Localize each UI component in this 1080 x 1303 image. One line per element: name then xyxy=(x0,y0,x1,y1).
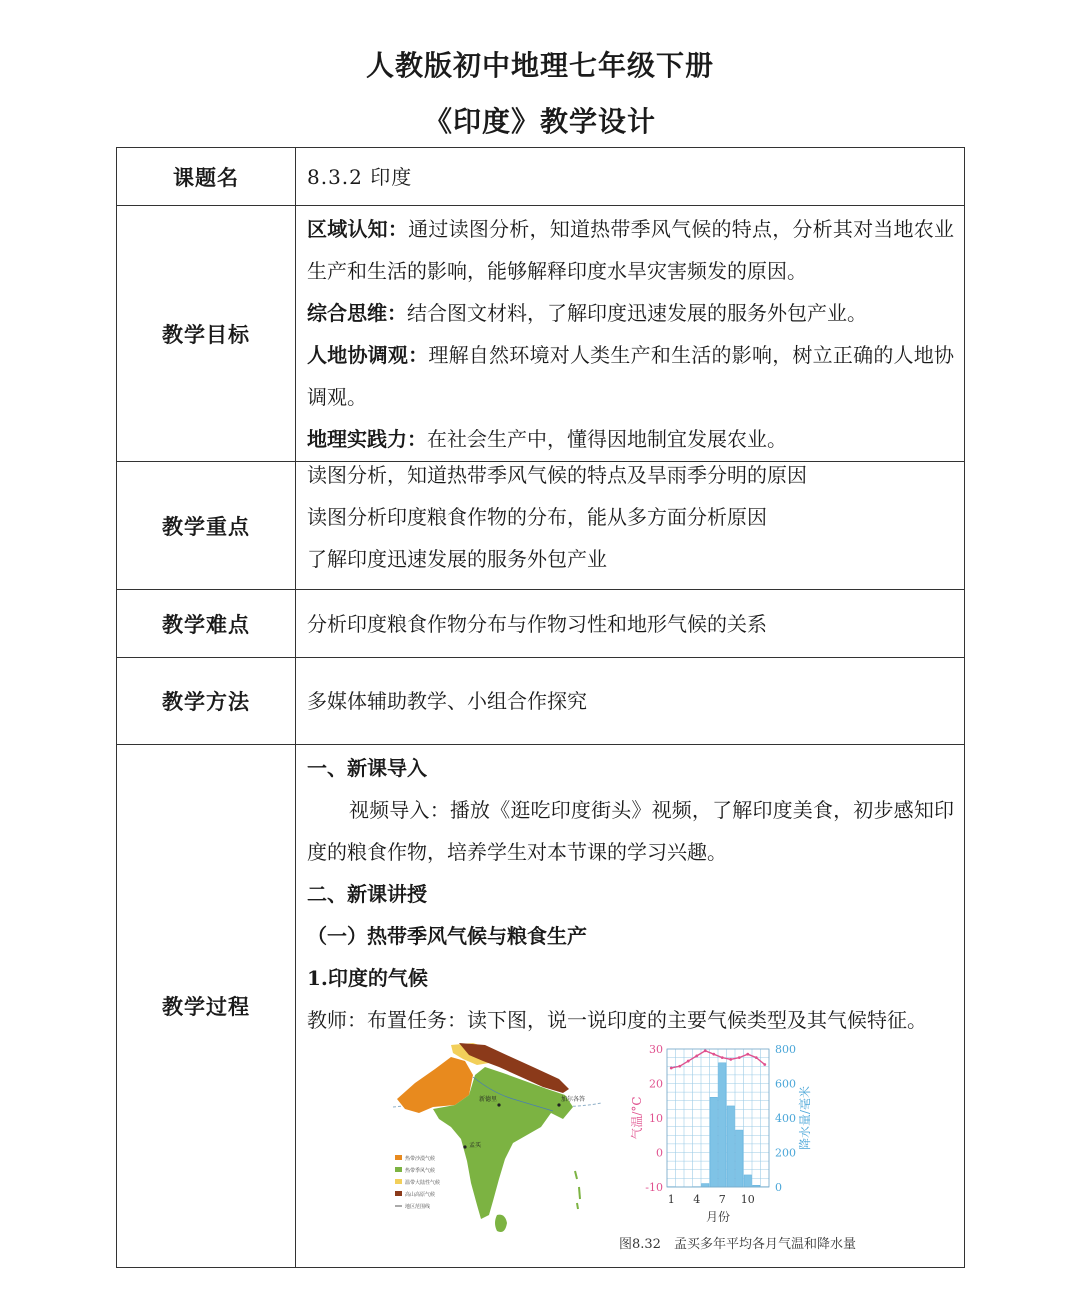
document-title: 人教版初中地理七年级下册 xyxy=(365,49,714,82)
map-islands xyxy=(575,1171,580,1209)
chart-point-temperature xyxy=(729,1058,732,1061)
chart-ylabel-left: 气温/°C xyxy=(630,1096,644,1140)
chart-tick-right: 800 xyxy=(775,1043,796,1056)
goal-text: 结合图文材料，了解印度迅速发展的服务外包产业。 xyxy=(407,300,867,325)
legend-swatch-monsoon xyxy=(395,1167,402,1172)
document-subtitle: 《印度》教学设计 xyxy=(423,105,656,138)
india-climate-map xyxy=(393,1043,603,1255)
legend-text: 热带沙漠气候 xyxy=(405,1156,436,1162)
row-process xyxy=(117,745,965,1268)
section-heading: 二、新课讲授 xyxy=(307,882,427,906)
row-key-points xyxy=(117,462,965,590)
chart-point-temperature xyxy=(670,1067,673,1070)
topic-value: 8.3.2 印度 xyxy=(307,164,413,189)
row-goals xyxy=(117,206,965,462)
goal-item xyxy=(307,208,954,292)
chart-tick-right: 400 xyxy=(775,1112,796,1125)
chart-point-temperature xyxy=(755,1056,758,1059)
chart-tick-left: 10 xyxy=(649,1112,663,1125)
chart-point-temperature xyxy=(738,1056,741,1059)
map-city-dot xyxy=(497,1103,500,1106)
chart-point-temperature xyxy=(712,1053,715,1056)
goal-text: 在社会生产中，懂得因地制宜发展农业。 xyxy=(427,426,787,451)
process-label: 教学过程 xyxy=(117,745,296,1268)
chart-tick-right: 0 xyxy=(775,1181,782,1194)
chart-xlabel: 月份 xyxy=(705,1210,731,1224)
key-point-item: 读图分析印度粮食作物的分布，能从多方面分析原因 xyxy=(307,505,767,529)
goal-text: 理解自然环境对人类生产和生活的影响，树立正确的人地协调观。 xyxy=(307,342,955,409)
chart-tick-x: 1 xyxy=(667,1193,675,1206)
figure-caption: 图8.32 孟买多年平均各月气温和降水量 xyxy=(619,1237,856,1252)
chart-tick-left: 30 xyxy=(649,1043,663,1056)
chart-tick-right: 600 xyxy=(775,1077,796,1091)
key-point-item: 了解印度迅速发展的服务外包产业 xyxy=(307,547,607,571)
topic-cell xyxy=(296,148,965,206)
chart-bar-rain xyxy=(719,1063,727,1187)
chart-point-temperature xyxy=(721,1056,724,1059)
subsection-heading: （一）热带季风气候与粮食生产 xyxy=(307,924,587,948)
chart-bar-rain xyxy=(736,1130,744,1187)
methods-label: 教学方法 xyxy=(117,658,296,745)
chart-point-temperature xyxy=(678,1065,681,1068)
chart-tick-right: 200 xyxy=(775,1146,796,1160)
chart-ylabel-right: 降水量/毫米 xyxy=(798,1085,812,1151)
row-topic xyxy=(117,148,965,206)
lesson-plan-table xyxy=(116,147,965,1268)
difficulties-cell xyxy=(296,590,965,658)
key-points-cell xyxy=(296,462,965,590)
topic-label: 课题名 xyxy=(117,148,296,206)
chart-bar-rain xyxy=(702,1184,710,1187)
chart-tick-left: 20 xyxy=(649,1077,663,1091)
map-city-dot xyxy=(557,1103,560,1106)
legend-text: 温带大陆性气候 xyxy=(405,1180,441,1186)
map-label-kolkata: 加尔各答 xyxy=(561,1096,586,1103)
goals-label: 教学目标 xyxy=(117,206,296,462)
chart-point-temperature xyxy=(687,1060,690,1063)
chart-point-temperature xyxy=(746,1053,749,1056)
map-label-new-delhi: 新德里 xyxy=(479,1096,498,1103)
chart-tick-x: 4 xyxy=(693,1193,701,1206)
chart-point-temperature xyxy=(695,1055,698,1058)
chart-tick-left: -10 xyxy=(645,1181,663,1194)
difficulties-label: 教学难点 xyxy=(117,590,296,658)
row-difficulties xyxy=(117,590,965,658)
point-heading: 1.印度的气候 xyxy=(307,966,428,990)
map-sri-lanka xyxy=(495,1215,507,1232)
intro-paragraph: 视频导入：播放《逛吃印度街头》视频，了解印度美食，初步感知印度的粮食作物，培养学生对本节课的学习兴趣。 xyxy=(307,798,954,864)
methods-cell xyxy=(296,658,965,745)
map-label-mumbai: 孟买 xyxy=(469,1142,482,1149)
difficulties-value: 分析印度粮食作物分布与作物习性和地形气候的关系 xyxy=(307,611,767,636)
map-city-dot xyxy=(463,1145,466,1148)
goal-text: 通过读图分析，知道热带季风气候的特点，分析其对当地农业生产和生活的影响，能够解释印度水旱灾害频发的原因。 xyxy=(307,216,955,283)
legend-swatch-temperate xyxy=(395,1179,402,1184)
climate-chart xyxy=(619,1041,859,1237)
goal-item xyxy=(307,334,954,418)
chart-bar-rain xyxy=(710,1097,718,1187)
goal-term: 人地协调观： xyxy=(307,342,429,367)
chart-tick-x: 10 xyxy=(740,1193,755,1206)
legend-swatch-highland xyxy=(395,1191,402,1196)
task-text: 教师：布置任务：读下图，说一说印度的主要气候类型及其气候特征。 xyxy=(307,1008,927,1032)
key-point-item: 读图分析，知道热带季风气候的特点及旱雨季分明的原因 xyxy=(307,463,807,487)
goal-term: 综合思维： xyxy=(307,300,407,325)
row-methods xyxy=(117,658,965,745)
goals-cell xyxy=(296,206,965,462)
figure-area xyxy=(307,1041,954,1263)
chart-tick-x: 7 xyxy=(718,1193,726,1206)
legend-text: 地区范围线 xyxy=(405,1204,431,1210)
chart-point-temperature xyxy=(763,1063,766,1066)
key-points-label: 教学重点 xyxy=(117,462,296,590)
goal-item xyxy=(307,292,954,334)
chart-tick-left: 0 xyxy=(656,1146,663,1160)
goal-term: 区域认知： xyxy=(307,216,409,241)
chart-bar-rain xyxy=(727,1106,735,1187)
methods-value: 多媒体辅助教学、小组合作探究 xyxy=(307,689,587,713)
map-legend xyxy=(395,1155,440,1210)
section-heading: 一、新课导入 xyxy=(307,756,427,780)
goal-term: 地理实践力： xyxy=(307,426,427,451)
chart-point-temperature xyxy=(704,1049,707,1052)
process-cell xyxy=(296,745,965,1268)
legend-text: 热带季风气候 xyxy=(405,1168,436,1174)
legend-text: 高山高原气候 xyxy=(405,1192,436,1198)
chart-bar-rain xyxy=(744,1175,752,1187)
legend-swatch-desert xyxy=(395,1155,402,1160)
